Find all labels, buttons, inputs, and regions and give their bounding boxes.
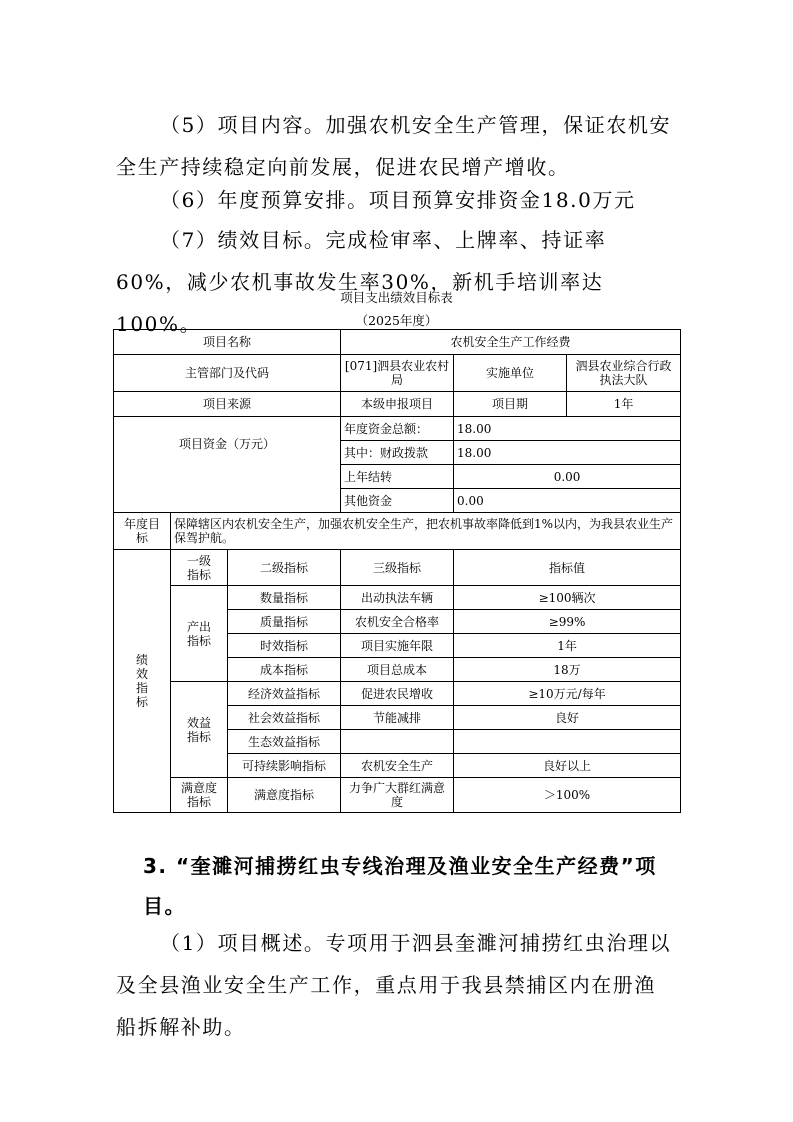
output-value: ≥100辆次 xyxy=(454,586,681,610)
funds-other-label: 其他资金 xyxy=(341,489,454,513)
paragraph-project-content: （5）项目内容。加强农机安全生产管理，保证农机安全生产持续稳定向前发展，促进农民增产增收。 xyxy=(116,113,672,179)
benefit-value: 良好 xyxy=(454,706,681,730)
output-level2: 成本指标 xyxy=(228,658,341,682)
benefit-level3: 促进农民增收 xyxy=(341,682,454,706)
header-level3: 三级指标 xyxy=(341,550,454,586)
output-value: 1年 xyxy=(454,634,681,658)
header-level1: 一级指标 xyxy=(171,550,228,586)
table-row xyxy=(114,550,681,586)
benefit-indicator-label: 效益指标 xyxy=(171,682,228,778)
output-level3: 出动执法车辆 xyxy=(341,586,454,610)
paragraph-annual-budget: （6）年度预算安排。项目预算安排资金18.0万元 xyxy=(160,188,636,212)
impl-unit-value: 泗县农业综合行政执法大队 xyxy=(567,355,681,392)
benefit-value: 良好以上 xyxy=(454,754,681,778)
output-level2: 数量指标 xyxy=(228,586,341,610)
table-row xyxy=(114,417,681,441)
project-name-value: 农机安全生产工作经费 xyxy=(341,330,681,355)
table-row xyxy=(114,513,681,550)
funds-label: 项目资金（万元） xyxy=(114,417,341,513)
paragraph-project-overview: （1）项目概述。专项用于泗县奎濉河捕捞红虫治理以及全县渔业安全生产工作，重点用于我县禁捕区内在册渔船拆解补助。 xyxy=(116,931,672,1039)
table-row xyxy=(114,778,681,813)
output-level2: 质量指标 xyxy=(228,610,341,634)
benefit-level3: 节能减排 xyxy=(341,706,454,730)
benefit-level2: 可持续影响指标 xyxy=(228,754,341,778)
output-level3: 项目总成本 xyxy=(341,658,454,682)
funds-carryover-value: 0.00 xyxy=(454,465,681,489)
dept-label: 主管部门及代码 xyxy=(114,355,341,392)
output-indicator-label: 产出指标 xyxy=(171,586,228,682)
impl-unit-label: 实施单位 xyxy=(454,355,567,392)
output-value: ≥99% xyxy=(454,610,681,634)
source-value: 本级申报项目 xyxy=(341,392,454,417)
benefit-level3: 农机安全生产 xyxy=(341,754,454,778)
dept-value: [071]泗县农业农村局 xyxy=(341,355,454,392)
output-level3: 项目实施年限 xyxy=(341,634,454,658)
benefit-level2: 生态效益指标 xyxy=(228,730,341,754)
table-caption: 项目支出绩效目标表 xyxy=(340,290,453,305)
header-value: 指标值 xyxy=(454,550,681,586)
table-row xyxy=(114,392,681,417)
output-value: 18万 xyxy=(454,658,681,682)
funds-carryover-label: 上年结转 xyxy=(341,465,454,489)
table-row xyxy=(114,355,681,392)
benefit-level3 xyxy=(341,730,454,754)
period-value: 1年 xyxy=(567,392,681,417)
table-row xyxy=(114,330,681,355)
funds-fiscal-value: 18.00 xyxy=(454,441,681,465)
table-row xyxy=(114,682,681,706)
performance-table xyxy=(113,329,681,813)
benefit-value xyxy=(454,730,681,754)
annual-goal-label: 年度目标 xyxy=(114,513,171,550)
section-heading: 3. “奎濉河捕捞红虫专线治理及渔业安全生产经费”项目。 xyxy=(143,854,657,918)
indicator-label: 绩效指标 xyxy=(114,550,171,813)
source-label: 项目来源 xyxy=(114,392,341,417)
output-level3: 农机安全合格率 xyxy=(341,610,454,634)
paragraph-performance-goal: （7）绩效目标。完成检审率、上牌率、持证率60%，减少农机事故发生率30%，新机手培训率达100%。 xyxy=(116,228,607,336)
project-name-label: 项目名称 xyxy=(114,330,341,355)
funds-total-value: 18.00 xyxy=(454,417,681,441)
satisfaction-level2: 满意度指标 xyxy=(228,778,341,813)
output-level2: 时效指标 xyxy=(228,634,341,658)
table-year: （2025年度） xyxy=(355,313,438,328)
benefit-value: ≥10万元/每年 xyxy=(454,682,681,706)
header-level2: 二级指标 xyxy=(228,550,341,586)
table-row xyxy=(114,586,681,610)
annual-goal-text: 保障辖区内农机安全生产，加强农机安全生产，把农机事故率降低到1%以内，为我县农业生产保驾护航。 xyxy=(171,513,681,550)
period-label: 项目期 xyxy=(454,392,567,417)
funds-other-value: 0.00 xyxy=(454,489,681,513)
funds-fiscal-label: 其中：财政拨款 xyxy=(341,441,454,465)
satisfaction-indicator-label: 满意度指标 xyxy=(171,778,228,813)
benefit-level2: 社会效益指标 xyxy=(228,706,341,730)
funds-total-label: 年度资金总额： xyxy=(341,417,454,441)
benefit-level2: 经济效益指标 xyxy=(228,682,341,706)
satisfaction-level3: 力争广大群红满意度 xyxy=(341,778,454,813)
satisfaction-value: ＞100% xyxy=(454,778,681,813)
